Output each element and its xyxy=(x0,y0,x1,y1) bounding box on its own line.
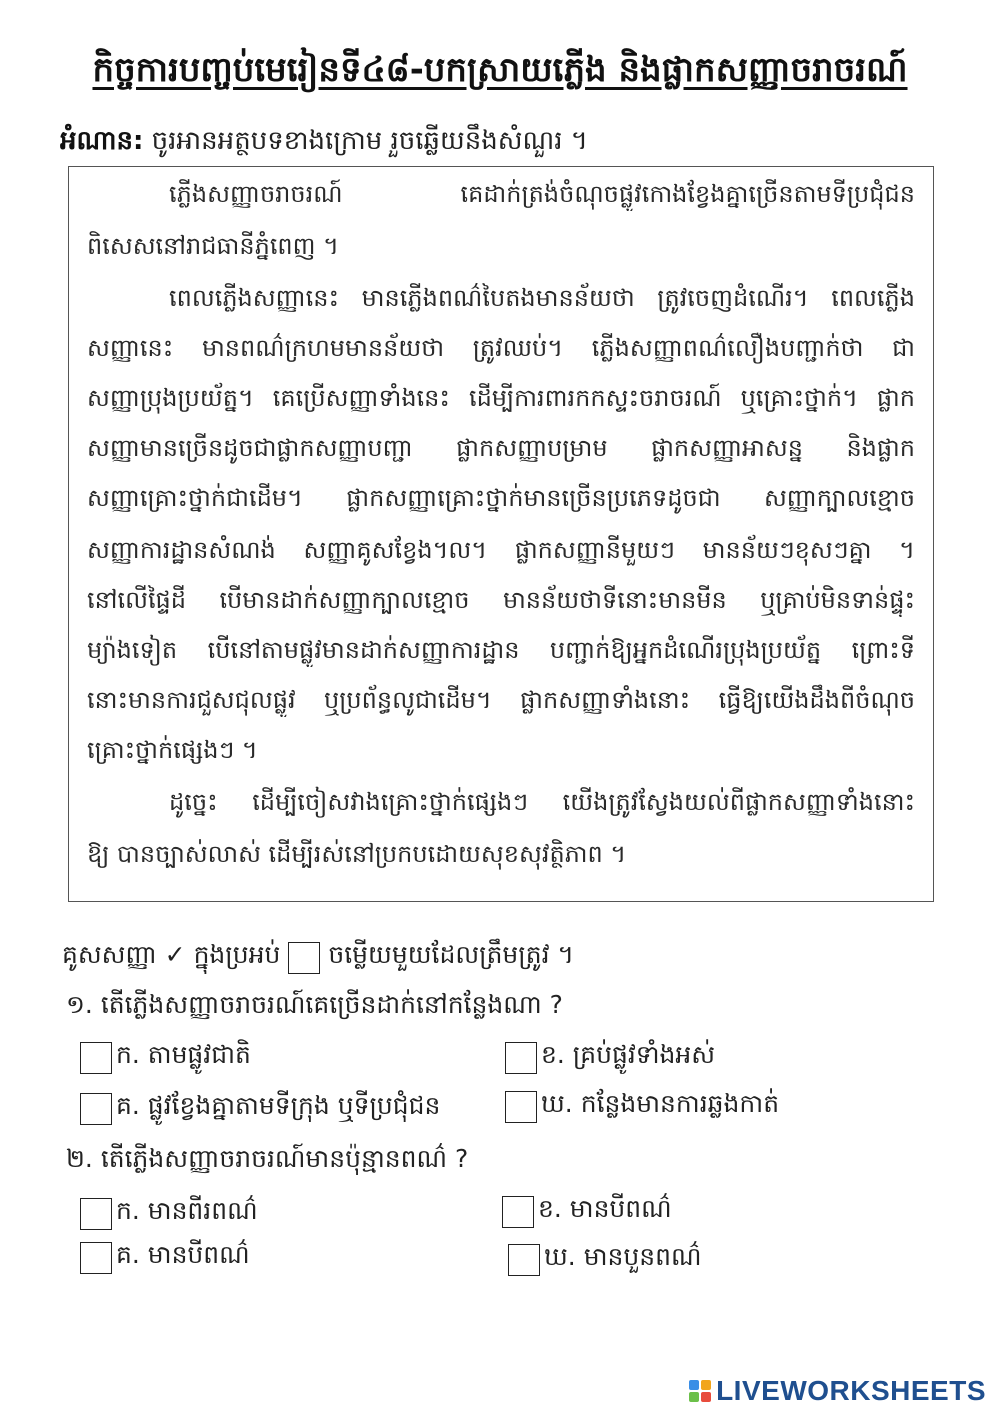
answer-instruction-after: ចម្លើយមួយដែលត្រឹមត្រូវ ។ xyxy=(328,940,574,969)
question-1: ១. តើភ្លើងសញ្ញាចរាចរណ៍គេច្រើនដាក់នៅកន្លែងណា ? xyxy=(66,990,563,1019)
logo-square xyxy=(701,1380,711,1390)
logo-square xyxy=(689,1380,699,1390)
q1-option-d-checkbox[interactable] xyxy=(505,1091,537,1123)
q1-option-b-label: ខ. គ្រប់ផ្លូវទាំងអស់ xyxy=(541,1040,716,1069)
q1-option-b-checkbox[interactable] xyxy=(505,1042,537,1074)
reading-instruction xyxy=(60,124,588,162)
passage-line: ពិសេសនៅរាជធានីភ្នំពេញ ។ xyxy=(87,232,339,260)
q1-option-d-label: ឃ. កន្លែងមានការឆ្លងកាត់ xyxy=(541,1089,780,1118)
q1-option-b xyxy=(505,1040,715,1076)
passage-line: សញ្ញានេះ មានពណ៌ក្រហមមានន័យថា ត្រូវឈប់។ ភ្លើងសញ្ញាពណ៌លឿងបញ្ជាក់ថា ជា xyxy=(87,334,915,362)
q1-option-a-label: ក. តាមផ្លូវជាតិ xyxy=(116,1040,251,1069)
q1-option-c-checkbox[interactable] xyxy=(80,1093,112,1125)
q2-option-a-label: ក. មានពីរពណ៌ xyxy=(116,1196,258,1225)
liveworksheets-logo-text: LIVEWORKSHEETS xyxy=(716,1375,986,1406)
answer-instruction xyxy=(62,940,574,976)
passage-line: សញ្ញាមានច្រើនដូចជាផ្លាកសញ្ញាបញ្ជា ផ្លាកសញ្ញាបម្រាម ផ្លាកសញ្ញាអាសន្ន និងផ្លាក xyxy=(87,434,915,462)
q1-option-c-label: គ. ផ្លូវខ្វែងគ្នាតាមទីក្រុង ឬទីប្រជុំជន xyxy=(116,1091,441,1120)
reading-instruction-text: ចូរអានអត្ថបទខាងក្រោម រួចឆ្លើយនឹងសំណួរ ។ xyxy=(143,126,588,156)
q1-option-a-checkbox[interactable] xyxy=(80,1042,112,1074)
logo-square xyxy=(689,1392,699,1402)
passage-line: នោះមានការជួសជុលផ្លូវ ឬប្រព័ន្ធលូជាដើម។ ផ្លាកសញ្ញាទាំងនោះ ធ្វើឱ្យយើងដឹងពីចំណុច xyxy=(87,686,915,714)
passage-line: សញ្ញាគ្រោះថ្នាក់ជាដើម។ ផ្លាកសញ្ញាគ្រោះថ្នាក់មានច្រើនប្រភេទដូចជា សញ្ញាក្បាលខ្មោច xyxy=(87,484,915,512)
passage-line: សញ្ញាប្រុងប្រយ័ត្ន។ គេប្រើសញ្ញាទាំងនេះ ដើម្បីការពារកកស្ទះចរាចរណ៍ ឬគ្រោះថ្នាក់។ ផ្លាក xyxy=(87,384,915,412)
passage-line: ភ្លើងសញ្ញាចរាចរណ៍ គេដាក់ត្រង់ចំណុចផ្លូវកោងខ្វែងគ្នាច្រើនតាមទីប្រជុំជន xyxy=(169,180,915,208)
passage-line: ដូច្នេះ ដើម្បីចៀសវាងគ្រោះថ្នាក់ផ្សេងៗ យើងត្រូវស្វែងយល់ពីផ្លាកសញ្ញាទាំងនោះ xyxy=(169,788,915,816)
passage-line: សញ្ញាការដ្ឋានសំណង់ សញ្ញាគូសខ្វែង។ល។ ផ្លាកសញ្ញានីមួយៗ មានន័យៗខុសៗគ្នា ។ xyxy=(87,536,915,564)
q2-option-d xyxy=(508,1242,702,1278)
q2-option-c-label: គ. មានបីពណ៌ xyxy=(116,1240,250,1269)
q2-option-b xyxy=(502,1194,672,1230)
q1-option-c xyxy=(80,1091,440,1127)
answer-instruction-before: គូសសញ្ញា ✓ ក្នុងប្រអប់ xyxy=(62,940,281,969)
q2-option-a-checkbox[interactable] xyxy=(80,1198,112,1230)
q2-option-b-checkbox[interactable] xyxy=(502,1196,534,1228)
worksheet-title: កិច្ចការបញ្ចប់មេរៀនទី៤៨-បកស្រាយភ្លើង និងផ្លាកសញ្ញាចរាចរណ៍ xyxy=(92,50,908,90)
passage-line: ម្យ៉ាងទៀត បើនៅតាមផ្លូវមានដាក់សញ្ញាការដ្ឋាន បញ្ជាក់ឱ្យអ្នកដំណើរប្រុងប្រយ័ត្ន ព្រោះទី xyxy=(87,636,915,664)
q1-option-a xyxy=(80,1040,251,1076)
q2-option-c-checkbox[interactable] xyxy=(80,1242,112,1274)
liveworksheets-logo-icon xyxy=(689,1380,711,1402)
passage-line: ឱ្យ បានច្បាស់លាស់ ដើម្បីរស់នៅប្រកបដោយសុខសុវត្ថិភាព ។ xyxy=(87,840,627,868)
q1-option-d xyxy=(505,1089,779,1125)
sample-checkbox xyxy=(288,942,320,974)
q2-option-b-label: ខ. មានបីពណ៌ xyxy=(538,1194,672,1223)
liveworksheets-logo xyxy=(689,1375,986,1407)
logo-square xyxy=(701,1392,711,1402)
q2-option-d-checkbox[interactable] xyxy=(508,1244,540,1276)
q2-option-c xyxy=(80,1240,250,1276)
q2-option-a xyxy=(80,1196,258,1232)
reading-passage-box xyxy=(68,166,934,902)
passage-line: ពេលភ្លើងសញ្ញានេះ មានភ្លើងពណ៌បៃតងមានន័យថា ត្រូវចេញដំណើរ។ ពេលភ្លើង xyxy=(169,284,915,312)
question-2: ២. តើភ្លើងសញ្ញាចរាចរណ៍មានប៉ុន្មានពណ៌ ? xyxy=(66,1144,469,1173)
q2-option-d-label: ឃ. មានបួនពណ៌ xyxy=(544,1242,702,1271)
passage-line: គ្រោះថ្នាក់ផ្សេងៗ ។ xyxy=(87,736,258,764)
reading-label: អំណាន: xyxy=(60,126,144,156)
passage-line: នៅលើផ្ទៃដី បើមានដាក់សញ្ញាក្បាលខ្មោច មានន័យថាទីនោះមានមីន ឬគ្រាប់មិនទាន់ផ្ទុះ xyxy=(87,586,915,614)
